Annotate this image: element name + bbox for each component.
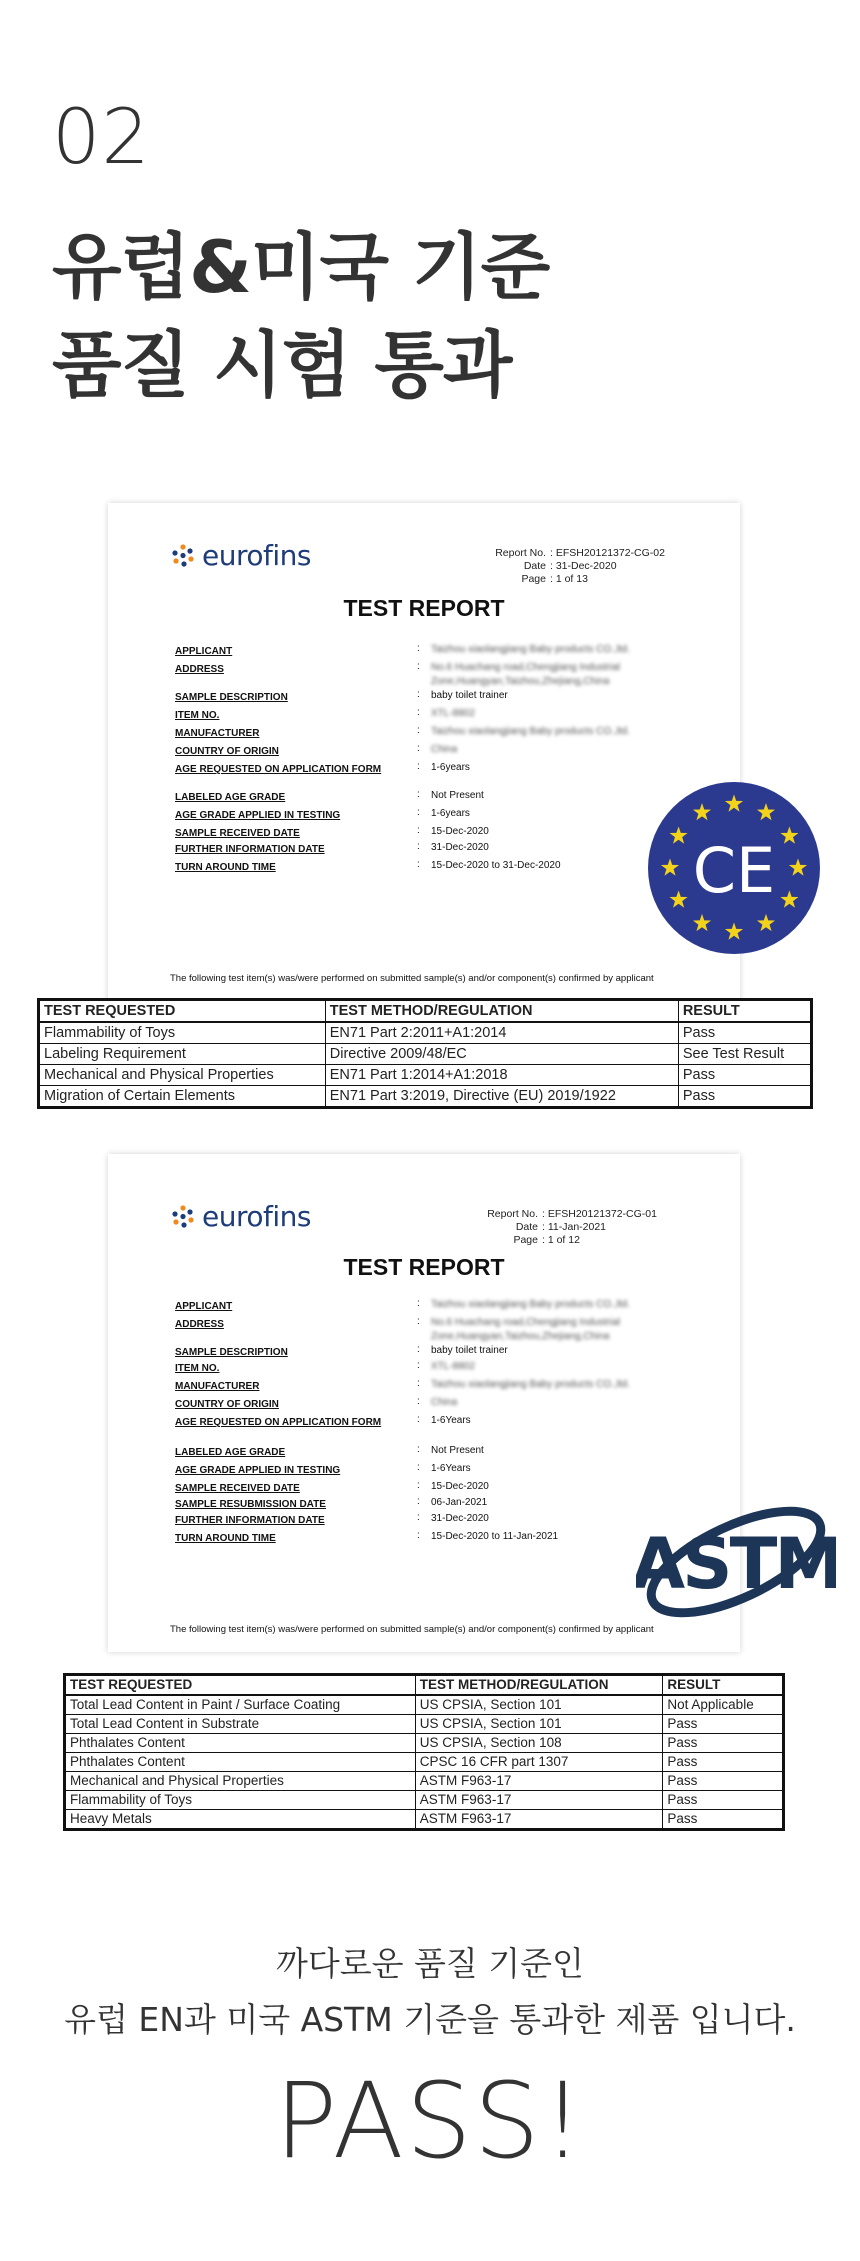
table-row [65,1695,784,1715]
report-field-label: COUNTRY OF ORIGIN [175,746,279,757]
report-page: : 1 of 13 [550,573,588,585]
table-cell: ASTM F963-17 [415,1772,663,1791]
report-meta [488,547,665,586]
report-field-label: TURN AROUND TIME [175,862,276,873]
report-field-label: FURTHER INFORMATION DATE [175,1515,325,1526]
report-field-value: 31-Dec-2020 [431,842,489,853]
report-field-value: 1-6Years [431,1463,471,1474]
report-field-colon: : [417,761,420,772]
table-cell: US CPSIA, Section 101 [415,1695,663,1715]
report-field-value: Not Present [431,790,484,801]
report-field-label: LABELED AGE GRADE [175,1447,286,1458]
table-row [65,1734,784,1753]
table-cell: CPSC 16 CFR part 1307 [415,1753,663,1772]
report-field-label: ADDRESS [175,1319,224,1330]
report-field-value: China [431,1397,458,1408]
table-header: TEST METHOD/REGULATION [325,1000,678,1023]
table-header: TEST METHOD/REGULATION [415,1675,663,1696]
table-cell: Pass [663,1772,784,1791]
report-field-colon: : [417,1414,420,1425]
summary-line-2: 유럽 EN과 미국 ASTM 기준을 통과한 제품 입니다. [64,2000,796,2039]
report-field-value: 15-Dec-2020 to 31-Dec-2020 [431,860,561,871]
page-key: Page [521,573,546,585]
report-field-value: No.6 Huachang road,Chengjiang Industrial Zone,Huangyan,Taizhou,Zhejiang,China [431,1317,621,1342]
table-cell: Migration of Certain Elements [39,1086,326,1108]
eurofins-logo-text: eurofins [202,1200,311,1233]
table-cell: Pass [663,1734,784,1753]
report-field-label: MANUFACTURER [175,728,260,739]
report-field-label: LABELED AGE GRADE [175,792,286,803]
report-field-colon: : [417,661,420,672]
report-field-label: SAMPLE DESCRIPTION [175,1347,288,1358]
summary-line-1: 까다로운 품질 기준인 [276,1944,584,1983]
table-header: TEST REQUESTED [65,1675,416,1696]
table-header: RESULT [663,1675,784,1696]
report-date: : 31-Dec-2020 [550,560,617,572]
report-field-value: 31-Dec-2020 [431,1513,489,1524]
report-field-colon: : [417,1444,420,1455]
report-field-label: FURTHER INFORMATION DATE [175,844,325,855]
report-field-label: AGE REQUESTED ON APPLICATION FORM [175,764,382,775]
report-field-colon: : [417,859,420,870]
report-field-colon: : [417,841,420,852]
report-field-value: 1-6years [431,762,470,773]
table-cell: EN71 Part 2:2011+A1:2014 [325,1022,678,1044]
table-cell: ASTM F963-17 [415,1810,663,1830]
report-field-label: SAMPLE RESUBMISSION DATE [175,1499,326,1510]
date-key: Date [523,560,546,572]
table-cell: US CPSIA, Section 101 [415,1715,663,1734]
report-field-colon: : [417,1298,420,1309]
astm-logo-text: ASTM [636,1523,836,1605]
report-field-colon: : [417,725,420,736]
report-field-colon: : [417,743,420,754]
table-cell: Flammability of Toys [65,1791,416,1810]
report-note: The following test item(s) was/were performed on submitted sample(s) and/or component(s) confirmed by applicant [170,1624,654,1635]
table-cell: Heavy Metals [65,1810,416,1830]
table-row [39,1044,812,1065]
pass-text: PASS! [274,2060,586,2182]
test-results-table-astm [63,1673,785,1831]
table-cell: Pass [663,1715,784,1734]
report-field-value: 15-Dec-2020 [431,826,489,837]
table-cell: EN71 Part 1:2014+A1:2018 [325,1065,678,1086]
report-field-colon: : [417,643,420,654]
table-cell: ASTM F963-17 [415,1791,663,1810]
report-field-colon: : [417,807,420,818]
report-title: TEST REPORT [343,1254,505,1280]
table-cell: Pass [663,1810,784,1830]
report-field-value: Not Present [431,1445,484,1456]
page-key: Page [513,1234,538,1246]
eurofins-logo-icon [170,543,196,569]
report-field-value: XTL-8802 [431,708,475,719]
report-field-label: SAMPLE DESCRIPTION [175,692,288,703]
table-cell: See Test Result [678,1044,811,1065]
report-field-colon: : [417,1530,420,1541]
table-row [65,1753,784,1772]
report-no: : EFSH20121372-CG-01 [542,1208,657,1220]
table-row [39,1086,812,1108]
report-field-label: TURN AROUND TIME [175,1533,276,1544]
report-note: The following test item(s) was/were performed on submitted sample(s) and/or component(s) confirmed by applicant [170,973,654,984]
report-field-colon: : [417,1396,420,1407]
table-cell: Mechanical and Physical Properties [39,1065,326,1086]
table-cell: Total Lead Content in Paint / Surface Coating [65,1695,416,1715]
heading-line-1: 유럽&미국 기준 [52,225,550,309]
section-number: 02 [52,92,151,181]
report-field-value: 15-Dec-2020 to 11-Jan-2021 [431,1531,559,1542]
table-cell: Pass [663,1791,784,1810]
table-cell: Directive 2009/48/EC [325,1044,678,1065]
report-field-colon: : [417,689,420,700]
report-field-label: MANUFACTURER [175,1381,260,1392]
report-field-value: baby toilet trainer [431,1345,508,1356]
report-field-label: AGE GRADE APPLIED IN TESTING [175,1465,341,1476]
table-cell: Pass [678,1065,811,1086]
report-field-value: 1-6Years [431,1415,471,1426]
report-field-value: Taizhou xiaolangjiang Baby products CO.,ltd. [431,726,631,737]
ce-mark-text: CE [692,834,776,907]
report-field-value: Taizhou xiaolangjiang Baby products CO.,ltd. [431,1379,631,1390]
table-cell: Pass [663,1753,784,1772]
report-field-value: No.6 Huachang road,Chengjiang Industrial Zone,Huangyan,Taizhou,Zhejiang,China [431,662,621,687]
report-no-key: Report No. [487,1208,538,1220]
report-field-value: Taizhou xiaolangjiang Baby products CO.,ltd. [431,1299,631,1310]
report-field-value: 15-Dec-2020 [431,1481,489,1492]
table-header: TEST REQUESTED [39,1000,326,1023]
report-field-colon: : [417,1512,420,1523]
table-cell: Mechanical and Physical Properties [65,1772,416,1791]
table-row [65,1810,784,1830]
eurofins-logo [170,1200,311,1233]
table-cell: Labeling Requirement [39,1044,326,1065]
table-row [65,1791,784,1810]
section-heading [52,218,549,414]
date-key: Date [515,1221,538,1233]
table-cell: Not Applicable [663,1695,784,1715]
astm-logo-badge [636,1480,836,1645]
report-date: : 11-Jan-2021 [542,1221,607,1233]
report-field-label: AGE GRADE APPLIED IN TESTING [175,810,341,821]
report-field-label: SAMPLE RECEIVED DATE [175,828,300,839]
report-title: TEST REPORT [343,595,505,621]
table-row [65,1772,784,1791]
table-cell: US CPSIA, Section 108 [415,1734,663,1753]
report-field-colon: : [417,1316,420,1327]
eurofins-logo [170,539,311,572]
table-cell: EN71 Part 3:2019, Directive (EU) 2019/1922 [325,1086,678,1108]
report-field-colon: : [417,825,420,836]
report-field-label: SAMPLE RECEIVED DATE [175,1483,300,1494]
report-no: : EFSH20121372-CG-02 [550,547,665,559]
table-header: RESULT [678,1000,811,1023]
table-row [65,1715,784,1734]
table-cell: Total Lead Content in Substrate [65,1715,416,1734]
report-field-value: 06-Jan-2021 [431,1497,488,1508]
table-cell: Pass [678,1022,811,1044]
report-field-value: Taizhou xiaolangjiang Baby products CO.,ltd. [431,644,631,655]
ce-mark-badge [646,780,822,961]
report-field-colon: : [417,1480,420,1491]
report-field-colon: : [417,1378,420,1389]
heading-line-2: 품질 시험 통과 [52,323,512,407]
report-field-colon: : [417,1462,420,1473]
report-field-value: baby toilet trainer [431,690,508,701]
report-meta [480,1208,657,1247]
report-field-colon: : [417,1496,420,1507]
report-field-label: APPLICANT [175,646,233,657]
eurofins-logo-icon [170,1204,196,1230]
report-field-label: APPLICANT [175,1301,233,1312]
report-field-label: COUNTRY OF ORIGIN [175,1399,279,1410]
table-row [39,1022,812,1044]
table-cell: Phthalates Content [65,1734,416,1753]
report-field-label: ITEM NO. [175,1363,220,1374]
report-field-value: China [431,744,458,755]
report-field-value: XTL-8802 [431,1361,475,1372]
report-field-value: 1-6years [431,808,470,819]
report-no-key: Report No. [495,547,546,559]
table-cell: Flammability of Toys [39,1022,326,1044]
table-cell: Phthalates Content [65,1753,416,1772]
report-field-colon: : [417,1360,420,1371]
eurofins-logo-text: eurofins [202,539,311,572]
report-field-label: ADDRESS [175,664,224,675]
table-cell: Pass [678,1086,811,1108]
report-field-label: ITEM NO. [175,710,220,721]
test-results-table-en71 [37,998,813,1109]
report-page: : 1 of 12 [542,1234,580,1246]
report-field-colon: : [417,1344,420,1355]
report-field-colon: : [417,789,420,800]
report-field-colon: : [417,707,420,718]
report-field-label: AGE REQUESTED ON APPLICATION FORM [175,1417,382,1428]
table-row [39,1065,812,1086]
